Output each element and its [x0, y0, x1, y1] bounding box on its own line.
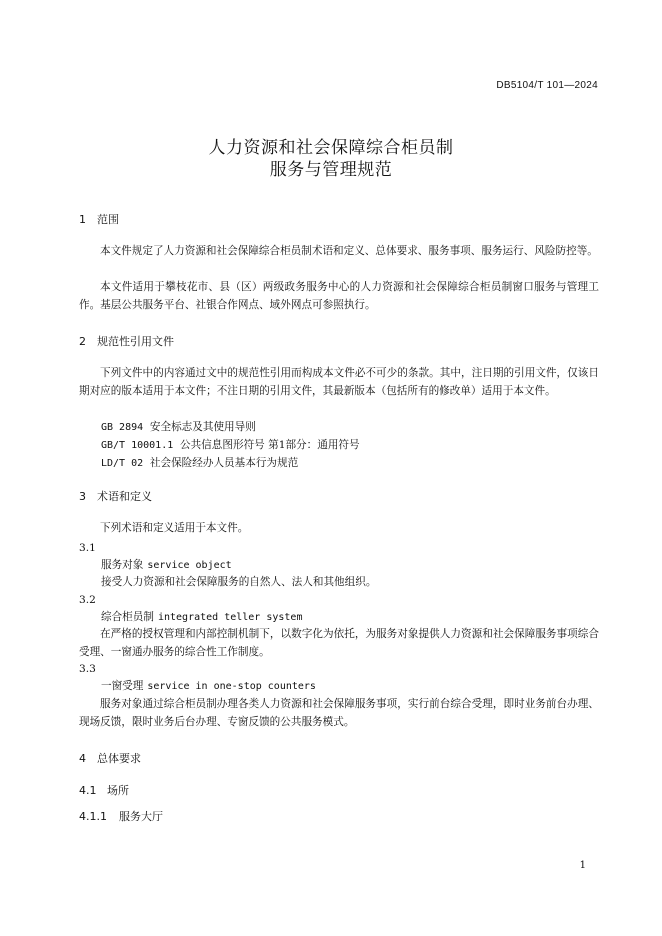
section-3-heading — [79, 488, 152, 504]
term-cn: 综合柜员制 — [101, 611, 154, 623]
reference-code: GB 2894 — [101, 422, 144, 433]
document-title-line2: 服务与管理规范 — [269, 160, 393, 180]
section-number: 2 — [79, 335, 86, 348]
section-number: 1 — [79, 213, 86, 226]
subsection-title: 场所 — [107, 784, 129, 797]
reference-title: 社会保险经办人员基本行为规范 — [149, 457, 299, 469]
subsection-title: 服务大厅 — [119, 810, 163, 823]
term-en: service in one-stop counters — [147, 681, 316, 692]
section-1-heading — [79, 211, 119, 227]
reference-title: 安全标志及其使用导则 — [149, 421, 256, 433]
subsection-number: 4.1.1 — [79, 810, 107, 823]
section-4-heading — [79, 750, 141, 766]
reference-code: LD/T 02 — [101, 458, 144, 469]
term-number: 3.2 — [79, 594, 96, 606]
term-en: integrated teller system — [157, 612, 303, 623]
term-heading — [101, 677, 316, 696]
document-title-line1: 人力资源和社会保障综合柜员制 — [208, 138, 454, 158]
standard-number: DB5104/T 101—2024 — [496, 80, 598, 91]
section-number: 3 — [79, 490, 86, 503]
subsection-4-1-heading — [79, 782, 129, 798]
reference-item — [101, 418, 256, 437]
term-en: service object — [147, 560, 232, 571]
subsection-4-1-1-heading — [79, 808, 163, 824]
subsection-number: 4.1 — [79, 784, 97, 797]
reference-code: GB/T 10001.1 — [101, 440, 174, 451]
section-number: 4 — [79, 752, 86, 765]
term-number: 3.3 — [79, 663, 96, 675]
section-title: 规范性引用文件 — [97, 335, 174, 348]
term-number: 3.1 — [79, 542, 96, 554]
page-number: 1 — [579, 860, 586, 871]
term-cn: 服务对象 — [101, 559, 144, 571]
term-definition: 服务对象通过综合柜员制办理各类人力资源和社会保障服务事项，实行前台综合受理，即时业务前台办理、现场反馈，限时业务后台办理、专窗反馈的公共服务模式。 — [79, 698, 599, 728]
section-title: 总体要求 — [97, 752, 141, 765]
reference-title: 公共信息图形符号 第1部分：通用符号 — [180, 439, 360, 451]
section-2-heading — [79, 333, 174, 349]
term-cn: 一窗受理 — [101, 680, 144, 692]
term-definition: 接受人力资源和社会保障服务的自然人、法人和其他组织。 — [101, 576, 377, 588]
section-3-paragraph-1: 下列术语和定义适用于本文件。 — [100, 522, 249, 534]
section-title: 术语和定义 — [97, 490, 152, 503]
section-1-paragraph-1: 本文件规定了人力资源和社会保障综合柜员制术语和定义、总体要求、服务事项、服务运行、风险防控等。 — [100, 245, 598, 257]
reference-item — [101, 436, 360, 455]
section-title: 范围 — [97, 213, 119, 226]
reference-item — [101, 454, 298, 473]
section-1-paragraph-2: 本文件适用于攀枝花市、县（区）两级政务服务中心的人力资源和社会保障综合柜员制窗口服务与管理工作。基层公共服务平台、社银合作网点、域外网点可参照执行。 — [79, 281, 599, 311]
section-2-paragraph-1: 下列文件中的内容通过文中的规范性引用而构成本文件必不可少的条款。其中，注日期的引用文件，仅该日期对应的版本适用于本文件；不注日期的引用文件，其最新版本（包括所有的修改单）适用于本文件。 — [79, 367, 599, 397]
term-definition: 在严格的授权管理和内部控制机制下，以数字化为依托，为服务对象提供人力资源和社会保障服务事项综合受理、一窗通办服务的综合性工作制度。 — [79, 628, 599, 658]
